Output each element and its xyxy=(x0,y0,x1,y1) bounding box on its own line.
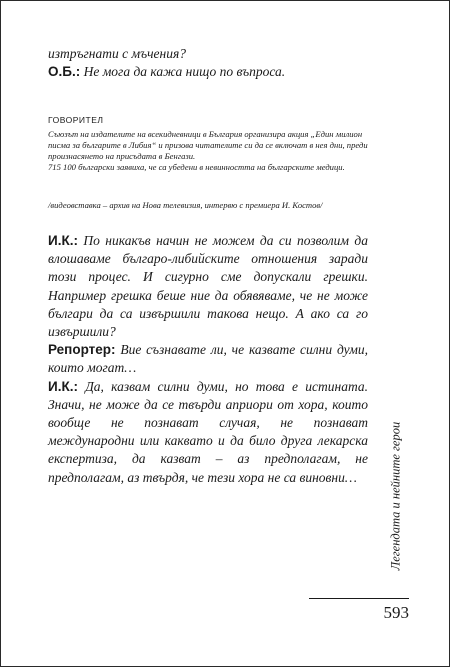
ob-answer xyxy=(48,63,368,81)
narrator-text-2: 715 100 български заявиха, че са убедени в невинността на българските медици. xyxy=(48,162,345,172)
narrator-text-1: Съюзът на издателите на всекидневници в България организира акция „Един милион писма за българите в Либия“ и призова читателите си да се включат в нея дни, преди произнасянето на присъдата в Бенгази. xyxy=(48,129,368,161)
speaker-label: И.К.: xyxy=(48,233,78,248)
ob-answer-text: Не мога да кажа нищо по въпроса. xyxy=(80,64,286,79)
speaker-label: Репортер: xyxy=(48,342,116,358)
running-title: Легендата и нейните герои xyxy=(388,421,403,571)
dialogue-line xyxy=(48,341,368,377)
footer-rule xyxy=(309,598,409,599)
dialogue-line xyxy=(48,232,368,341)
intro-line: изтръгнати с мъчения? xyxy=(48,46,187,61)
video-note: /видеовставка – архив на Нова телевизия, интервю с премиера И. Костов/ xyxy=(48,200,323,210)
running-title-area xyxy=(384,396,408,596)
dialogue-line xyxy=(48,378,368,487)
narrator-heading: ГОВОРИТЕЛ xyxy=(48,115,104,125)
page-content xyxy=(48,45,368,487)
speaker-label: И.К.: xyxy=(48,378,78,394)
ob-speaker: О.Б.: xyxy=(48,64,81,79)
dialogue-text: Вие съзнавате ли, че казвате силни думи, които могат… xyxy=(48,342,368,376)
page-number: 593 xyxy=(383,603,409,622)
dialogue-text: По никакъв начин не можем да си позволим да влошаваме българо-либийските отношения заради този процес. И сигурно сме допускали грешки. Например грешка беше ние да обявяваме, че не може българи да са извършили такова нещо. А ако са го извършили? xyxy=(48,233,368,340)
dialogue-text: Да, казвам силни думи, но това е истината. Значи, не може да се твърди априори от хора, които вообще не познават случая, не познават международни или каквато и да било друга лекарска експертиза, да казват – аз предполагам, не предполагам, аз твърдя, че тези хора не са виновни… xyxy=(48,378,368,485)
dialogue xyxy=(48,232,368,487)
